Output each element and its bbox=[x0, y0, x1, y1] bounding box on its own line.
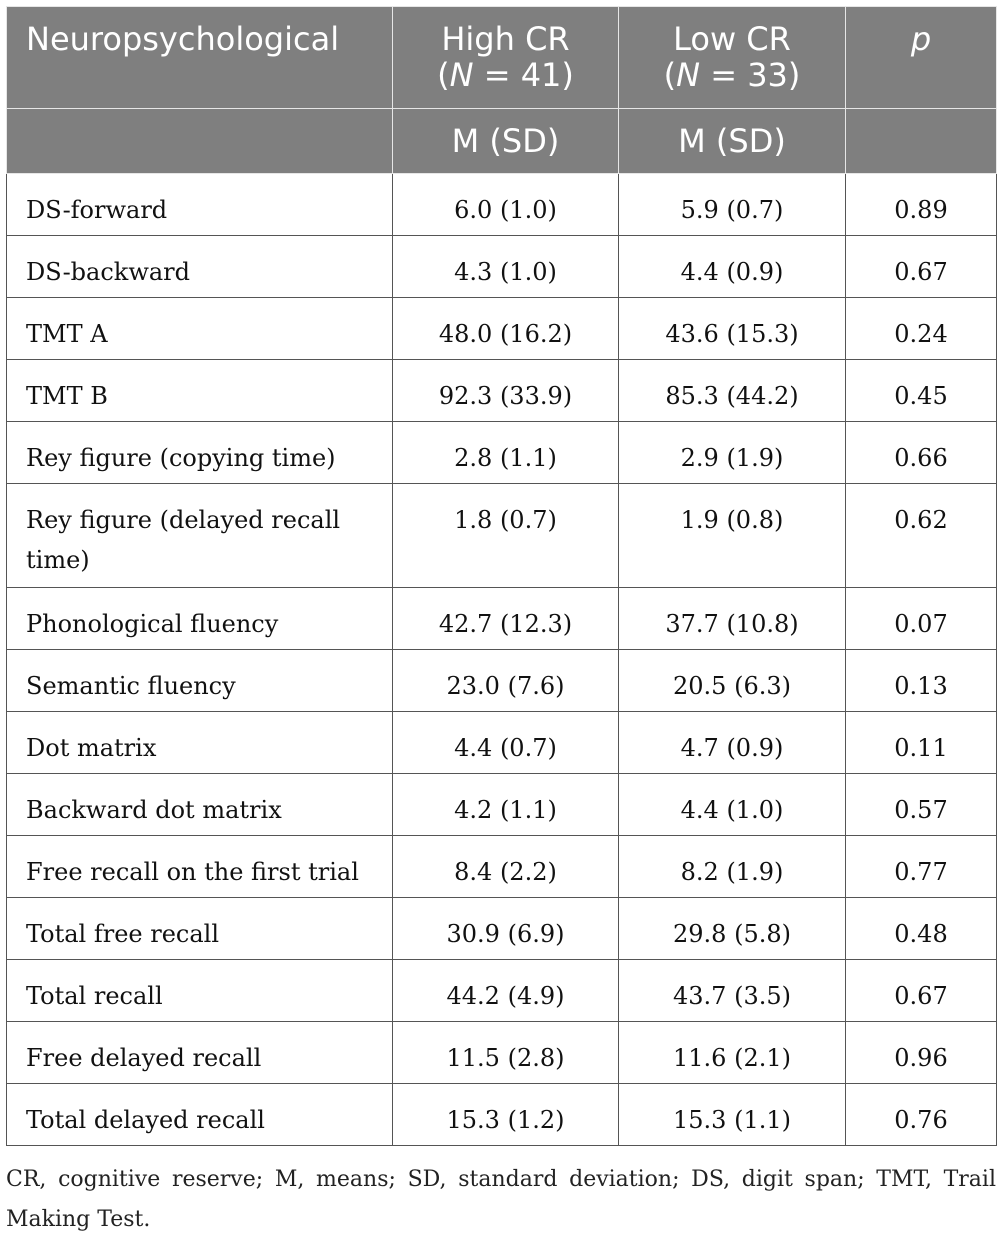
cell-low-text: 29.8 (5.8) bbox=[673, 920, 791, 948]
header-sub-high: M (SD) bbox=[393, 109, 619, 174]
cell-test-text: Total recall bbox=[26, 982, 163, 1010]
cell-low-text: 5.9 (0.7) bbox=[680, 196, 784, 224]
cell-test bbox=[7, 484, 393, 588]
cell-low bbox=[619, 898, 846, 960]
cell-p bbox=[846, 422, 997, 484]
cell-test bbox=[7, 1084, 393, 1146]
cell-low-text: 43.6 (15.3) bbox=[665, 320, 799, 348]
header-row-sub bbox=[7, 109, 997, 174]
cell-p bbox=[846, 174, 997, 236]
table-row bbox=[7, 236, 997, 298]
cell-test-text: Free recall on the first trial bbox=[26, 858, 359, 886]
header-sub-low: M (SD) bbox=[619, 109, 846, 174]
cell-test-text: DS-backward bbox=[26, 258, 191, 286]
header-high-cr bbox=[393, 7, 619, 109]
cell-p-text: 0.48 bbox=[894, 920, 948, 948]
cell-test bbox=[7, 588, 393, 650]
cell-test bbox=[7, 712, 393, 774]
header-low-cr-n-label: N bbox=[676, 56, 701, 94]
cell-low-text: 1.9 (0.8) bbox=[680, 506, 784, 534]
cell-low bbox=[619, 484, 846, 588]
cell-low bbox=[619, 422, 846, 484]
cell-test-text: DS-forward bbox=[26, 196, 168, 224]
cell-test-text: Total delayed recall bbox=[26, 1106, 265, 1134]
cell-high bbox=[393, 960, 619, 1022]
cell-high bbox=[393, 588, 619, 650]
cell-p-text: 0.96 bbox=[894, 1044, 948, 1072]
cell-test-text: Rey figure (delayed recall time) bbox=[26, 506, 341, 574]
cell-low bbox=[619, 236, 846, 298]
cell-low bbox=[619, 588, 846, 650]
cell-low bbox=[619, 650, 846, 712]
table-footnote: CR, cognitive reserve; M, means; SD, standard deviation; DS, digit span; TMT, Trail Making Test. bbox=[6, 1167, 996, 1232]
cell-high bbox=[393, 712, 619, 774]
cell-high bbox=[393, 774, 619, 836]
cell-high bbox=[393, 898, 619, 960]
cell-high-text: 23.0 (7.6) bbox=[446, 672, 565, 700]
cell-test-text: Phonological fluency bbox=[26, 610, 279, 638]
cell-test-text: Total free recall bbox=[26, 920, 220, 948]
table-row bbox=[7, 1022, 997, 1084]
cell-test bbox=[7, 174, 393, 236]
cell-low bbox=[619, 360, 846, 422]
cell-test bbox=[7, 298, 393, 360]
header-high-cr-title: High CR bbox=[441, 20, 570, 58]
cell-high-text: 6.0 (1.0) bbox=[454, 196, 557, 224]
cell-p bbox=[846, 650, 997, 712]
cell-high-text: 4.4 (0.7) bbox=[454, 734, 557, 762]
cell-test-text: Semantic fluency bbox=[26, 672, 236, 700]
cell-low bbox=[619, 174, 846, 236]
cell-low-text: 2.9 (1.9) bbox=[680, 444, 784, 472]
cell-high bbox=[393, 236, 619, 298]
cell-high bbox=[393, 422, 619, 484]
header-p-value bbox=[846, 7, 997, 109]
cell-p bbox=[846, 1084, 997, 1146]
cell-low-text: 4.7 (0.9) bbox=[680, 734, 784, 762]
cell-p bbox=[846, 298, 997, 360]
header-neuropsychological bbox=[7, 7, 393, 109]
cell-low-text: 37.7 (10.8) bbox=[665, 610, 799, 638]
cell-low-text: 15.3 (1.1) bbox=[673, 1106, 791, 1134]
cell-test-text: Free delayed recall bbox=[26, 1044, 262, 1072]
header-low-cr-title: Low CR bbox=[673, 20, 791, 58]
cell-p-text: 0.66 bbox=[894, 444, 948, 472]
cell-low-text: 4.4 (1.0) bbox=[680, 796, 784, 824]
cell-high bbox=[393, 1084, 619, 1146]
cell-test bbox=[7, 1022, 393, 1084]
cell-low bbox=[619, 836, 846, 898]
header-low-cr bbox=[619, 7, 846, 109]
cell-p-text: 0.62 bbox=[894, 506, 948, 534]
table-row bbox=[7, 360, 997, 422]
cell-p-text: 0.77 bbox=[894, 858, 948, 886]
cell-low bbox=[619, 1022, 846, 1084]
table-row bbox=[7, 836, 997, 898]
cell-low-text: 43.7 (3.5) bbox=[673, 982, 791, 1010]
cell-p bbox=[846, 360, 997, 422]
cell-test-text: Dot matrix bbox=[26, 734, 157, 762]
cell-p-text: 0.67 bbox=[894, 982, 948, 1010]
cell-low bbox=[619, 298, 846, 360]
cell-high-text: 11.5 (2.8) bbox=[446, 1044, 565, 1072]
cell-low-text: 85.3 (44.2) bbox=[665, 382, 799, 410]
cell-p bbox=[846, 774, 997, 836]
cell-p-text: 0.89 bbox=[894, 196, 948, 224]
cell-p-text: 0.45 bbox=[894, 382, 948, 410]
cell-high-text: 48.0 (16.2) bbox=[438, 320, 573, 348]
cell-high bbox=[393, 1022, 619, 1084]
cell-test-text: TMT A bbox=[26, 320, 108, 348]
cell-high-text: 1.8 (0.7) bbox=[454, 506, 557, 534]
cell-test bbox=[7, 836, 393, 898]
cell-p-text: 0.67 bbox=[894, 258, 948, 286]
cell-low bbox=[619, 1084, 846, 1146]
header-high-cr-open: ( bbox=[437, 56, 450, 94]
cell-p-text: 0.11 bbox=[894, 734, 948, 762]
cell-low bbox=[619, 774, 846, 836]
cell-high bbox=[393, 484, 619, 588]
cell-p bbox=[846, 484, 997, 588]
header-row-main bbox=[7, 7, 997, 109]
cell-test bbox=[7, 360, 393, 422]
cell-test bbox=[7, 650, 393, 712]
cell-high-text: 44.2 (4.9) bbox=[446, 982, 565, 1010]
cell-high-text: 4.3 (1.0) bbox=[454, 258, 557, 286]
cell-test-text: Backward dot matrix bbox=[26, 796, 282, 824]
header-low-cr-n-value: = 33) bbox=[700, 56, 801, 94]
header-high-cr-n-label: N bbox=[449, 56, 474, 94]
cell-high bbox=[393, 360, 619, 422]
cell-test bbox=[7, 960, 393, 1022]
cell-p bbox=[846, 236, 997, 298]
cell-p bbox=[846, 898, 997, 960]
cell-p-text: 0.76 bbox=[894, 1106, 948, 1134]
cell-low-text: 8.2 (1.9) bbox=[680, 858, 784, 886]
table-row bbox=[7, 650, 997, 712]
cell-p-text: 0.57 bbox=[894, 796, 948, 824]
cell-p bbox=[846, 712, 997, 774]
cell-high bbox=[393, 836, 619, 898]
cell-test-text: TMT B bbox=[26, 382, 108, 410]
cell-high bbox=[393, 650, 619, 712]
cell-test bbox=[7, 236, 393, 298]
table-row bbox=[7, 588, 997, 650]
cell-high-text: 2.8 (1.1) bbox=[454, 444, 557, 472]
header-high-cr-n bbox=[393, 57, 618, 93]
cell-low-text: 4.4 (0.9) bbox=[680, 258, 784, 286]
table-row bbox=[7, 898, 997, 960]
table-row bbox=[7, 774, 997, 836]
table-header bbox=[7, 7, 997, 174]
cell-p bbox=[846, 960, 997, 1022]
cell-high-text: 15.3 (1.2) bbox=[446, 1106, 565, 1134]
cell-p-text: 0.13 bbox=[894, 672, 948, 700]
header-p-label: p bbox=[910, 20, 932, 58]
cell-test-text: Rey figure (copying time) bbox=[26, 444, 336, 472]
cell-low bbox=[619, 712, 846, 774]
table-row bbox=[7, 960, 997, 1022]
cell-low bbox=[619, 960, 846, 1022]
cell-high-text: 4.2 (1.1) bbox=[454, 796, 557, 824]
cell-low-text: 11.6 (2.1) bbox=[673, 1044, 791, 1072]
cell-test bbox=[7, 422, 393, 484]
table-body bbox=[7, 174, 997, 1146]
cell-p-text: 0.07 bbox=[894, 610, 948, 638]
cell-p-text: 0.24 bbox=[894, 320, 948, 348]
cell-test bbox=[7, 774, 393, 836]
header-sub-empty-4 bbox=[846, 109, 997, 174]
table-row bbox=[7, 174, 997, 236]
results-table-container bbox=[6, 6, 996, 1146]
cell-high bbox=[393, 174, 619, 236]
cell-low-text: 20.5 (6.3) bbox=[673, 672, 791, 700]
table-row bbox=[7, 712, 997, 774]
cell-p bbox=[846, 588, 997, 650]
header-low-cr-open: ( bbox=[663, 56, 677, 94]
table-row bbox=[7, 298, 997, 360]
header-low-cr-n bbox=[619, 57, 845, 93]
cell-p bbox=[846, 836, 997, 898]
table-row bbox=[7, 422, 997, 484]
cell-test bbox=[7, 898, 393, 960]
table-row bbox=[7, 484, 997, 588]
cell-high-text: 42.7 (12.3) bbox=[438, 610, 573, 638]
cell-high bbox=[393, 298, 619, 360]
cell-high-text: 92.3 (33.9) bbox=[438, 382, 573, 410]
header-neuropsychological-label: Neuropsychological bbox=[26, 20, 340, 58]
header-sub-empty-1 bbox=[7, 109, 393, 174]
table-row bbox=[7, 1084, 997, 1146]
cell-p bbox=[846, 1022, 997, 1084]
header-high-cr-n-value: = 41) bbox=[473, 56, 574, 94]
cell-high-text: 30.9 (6.9) bbox=[446, 920, 565, 948]
cell-high-text: 8.4 (2.2) bbox=[454, 858, 557, 886]
neuropsych-results-table bbox=[6, 6, 997, 1146]
